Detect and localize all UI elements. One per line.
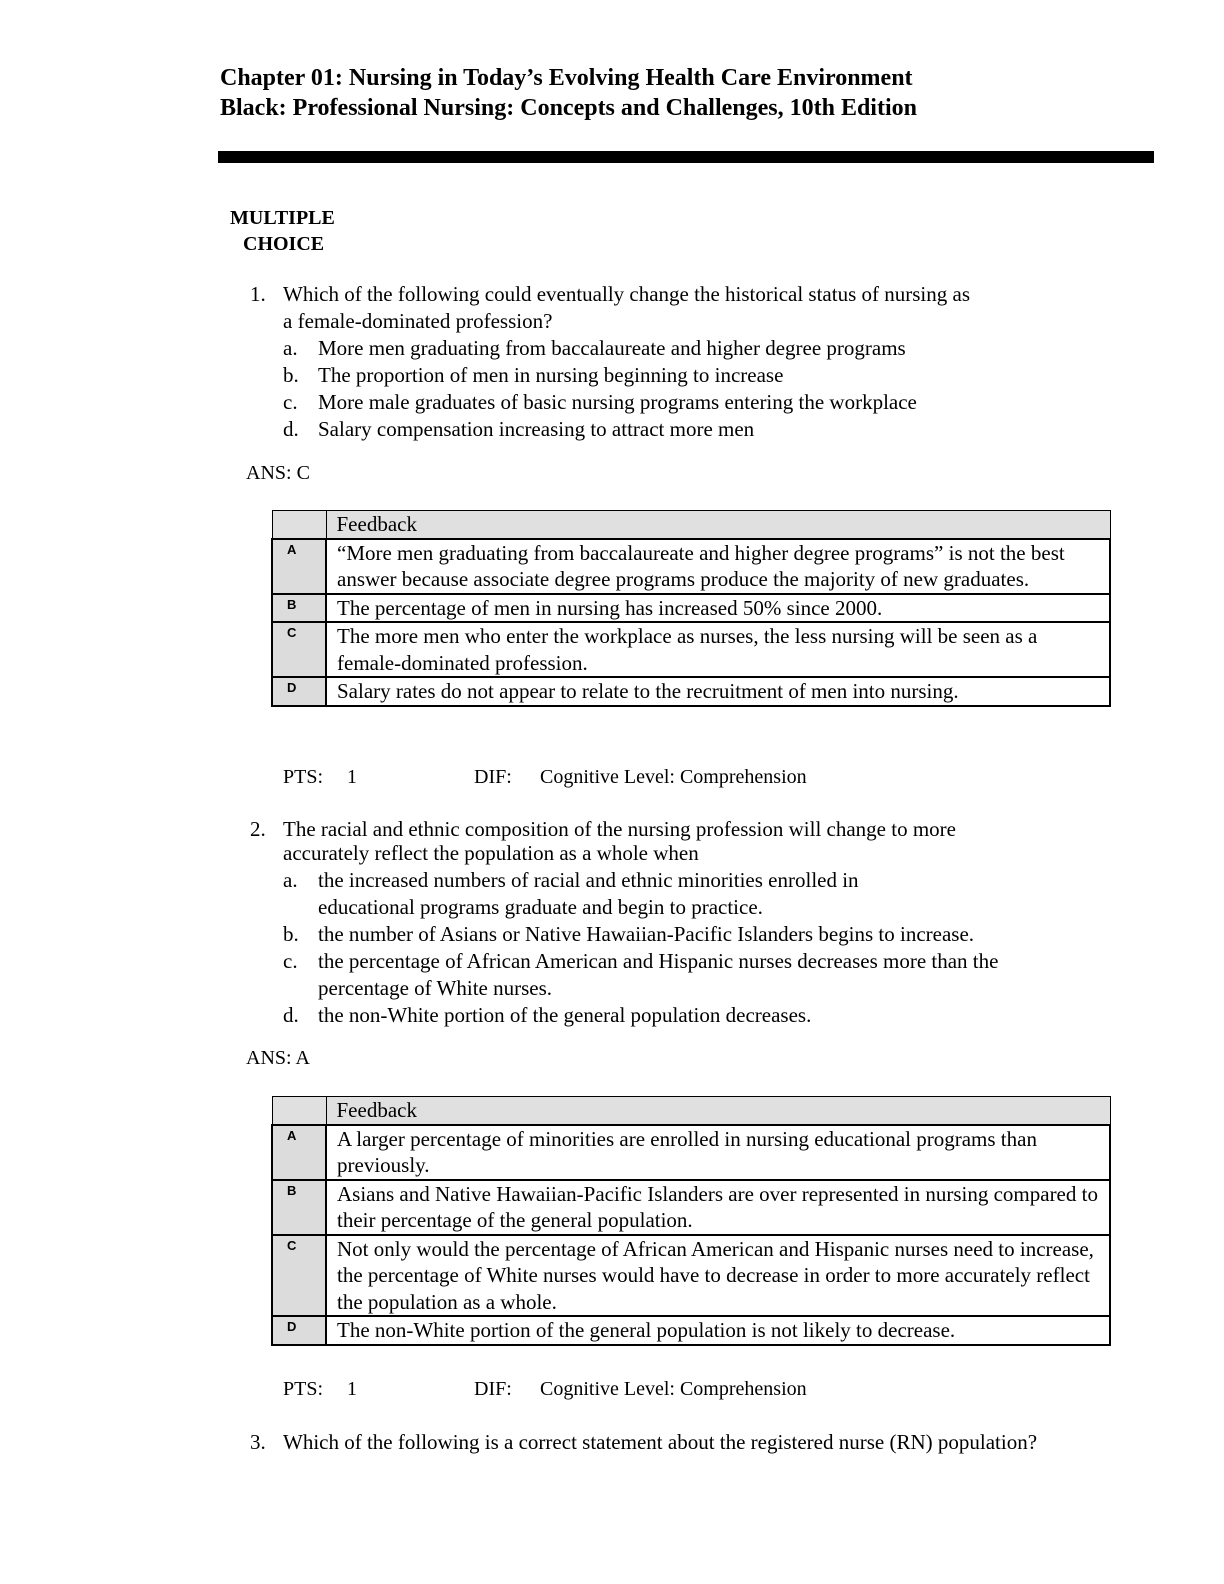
feedback-row [272,677,1110,706]
feedback-letter: A [272,539,326,594]
difficulty-value: Cognitive Level: Comprehension [540,766,807,788]
feedback-text: The percentage of men in nursing has increased 50% since 2000. [326,594,1110,623]
feedback-row [272,1235,1110,1317]
section-heading-line1: MULTIPLE [230,207,335,229]
feedback-text: The non-White portion of the general population is not likely to decrease. [326,1316,1110,1345]
question-text: Which of the following is a correct statement about the registered nurse (RN) population? [283,1430,1038,1454]
points-label: PTS: [283,766,324,788]
feedback-letter: C [272,622,326,677]
option-text: More male graduates of basic nursing programs entering the workplace [318,390,917,414]
option-letter: c. [283,949,298,973]
option-letter: b. [283,363,299,387]
option-letter: b. [283,922,299,946]
feedback-letter: C [272,1235,326,1317]
title-divider [218,151,1154,163]
feedback-table [271,510,1111,707]
feedback-text: A larger percentage of minorities are enrolled in nursing educational programs than previously. [326,1125,1110,1180]
feedback-text: Salary rates do not appear to relate to the recruitment of men into nursing. [326,677,1110,706]
difficulty-label: DIF: [474,766,512,788]
feedback-table [271,1096,1111,1346]
difficulty-label: DIF: [474,1378,512,1400]
points-value: 1 [347,1378,357,1400]
question-number: 2. [250,817,266,841]
question-number: 3. [250,1430,266,1454]
option-letter: d. [283,1003,299,1027]
feedback-row [272,1125,1110,1180]
option-text: More men graduating from baccalaureate and higher degree programs [318,336,906,360]
feedback-row [272,1316,1110,1345]
feedback-header: Feedback [326,1097,1110,1125]
feedback-letter: B [272,1180,326,1235]
feedback-row [272,594,1110,623]
page-title: Chapter 01: Nursing in Today’s Evolving Health Care Environment Black: Professional Nursing: Concepts and Challenges, 10th Edition [220,65,917,121]
feedback-text: “More men graduating from baccalaureate and higher degree programs” is not the best answer because associate degree programs produce the majority of new graduates. [326,539,1110,594]
answer-key: ANS: A [246,1047,310,1069]
option-text: the increased numbers of racial and ethnic minorities enrolled in educational programs graduate and begin to practice. [318,868,859,919]
feedback-row [272,539,1110,594]
feedback-letter: B [272,594,326,623]
answer-key: ANS: C [246,462,310,484]
feedback-row [272,622,1110,677]
option-text: Salary compensation increasing to attract more men [318,417,755,441]
option-letter: a. [283,336,298,360]
option-letter: d. [283,417,299,441]
option-text: the non-White portion of the general population decreases. [318,1003,812,1027]
section-heading-line2: CHOICE [243,233,325,255]
question-number: 1. [250,282,266,306]
option-text: the percentage of African American and Hispanic nurses decreases more than the percentage of White nurses. [318,949,999,1000]
feedback-header: Feedback [326,511,1110,539]
question-text: Which of the following could eventually change the historical status of nursing as a female-dominated profession? [283,282,970,333]
points-label: PTS: [283,1378,324,1400]
feedback-row [272,1180,1110,1235]
feedback-text: The more men who enter the workplace as nurses, the less nursing will be seen as a female-dominated profession. [326,622,1110,677]
feedback-letter: A [272,1125,326,1180]
feedback-letter: D [272,677,326,706]
feedback-text: Asians and Native Hawaiian-Pacific Islanders are over represented in nursing compared to their percentage of the general population. [326,1180,1110,1235]
feedback-letter: D [272,1316,326,1345]
feedback-text: Not only would the percentage of African American and Hispanic nurses need to increase, the percentage of White nurses would have to decrease in order to more accurately reflect the population as a whole. [326,1235,1110,1317]
points-value: 1 [347,766,357,788]
difficulty-value: Cognitive Level: Comprehension [540,1378,807,1400]
option-text: The proportion of men in nursing beginning to increase [318,363,784,387]
option-letter: a. [283,868,298,892]
option-letter: c. [283,390,298,414]
question-text: The racial and ethnic composition of the nursing profession will change to more accurately reflect the population as a whole when [283,817,956,865]
option-text: the number of Asians or Native Hawaiian-Pacific Islanders begins to increase. [318,922,975,946]
